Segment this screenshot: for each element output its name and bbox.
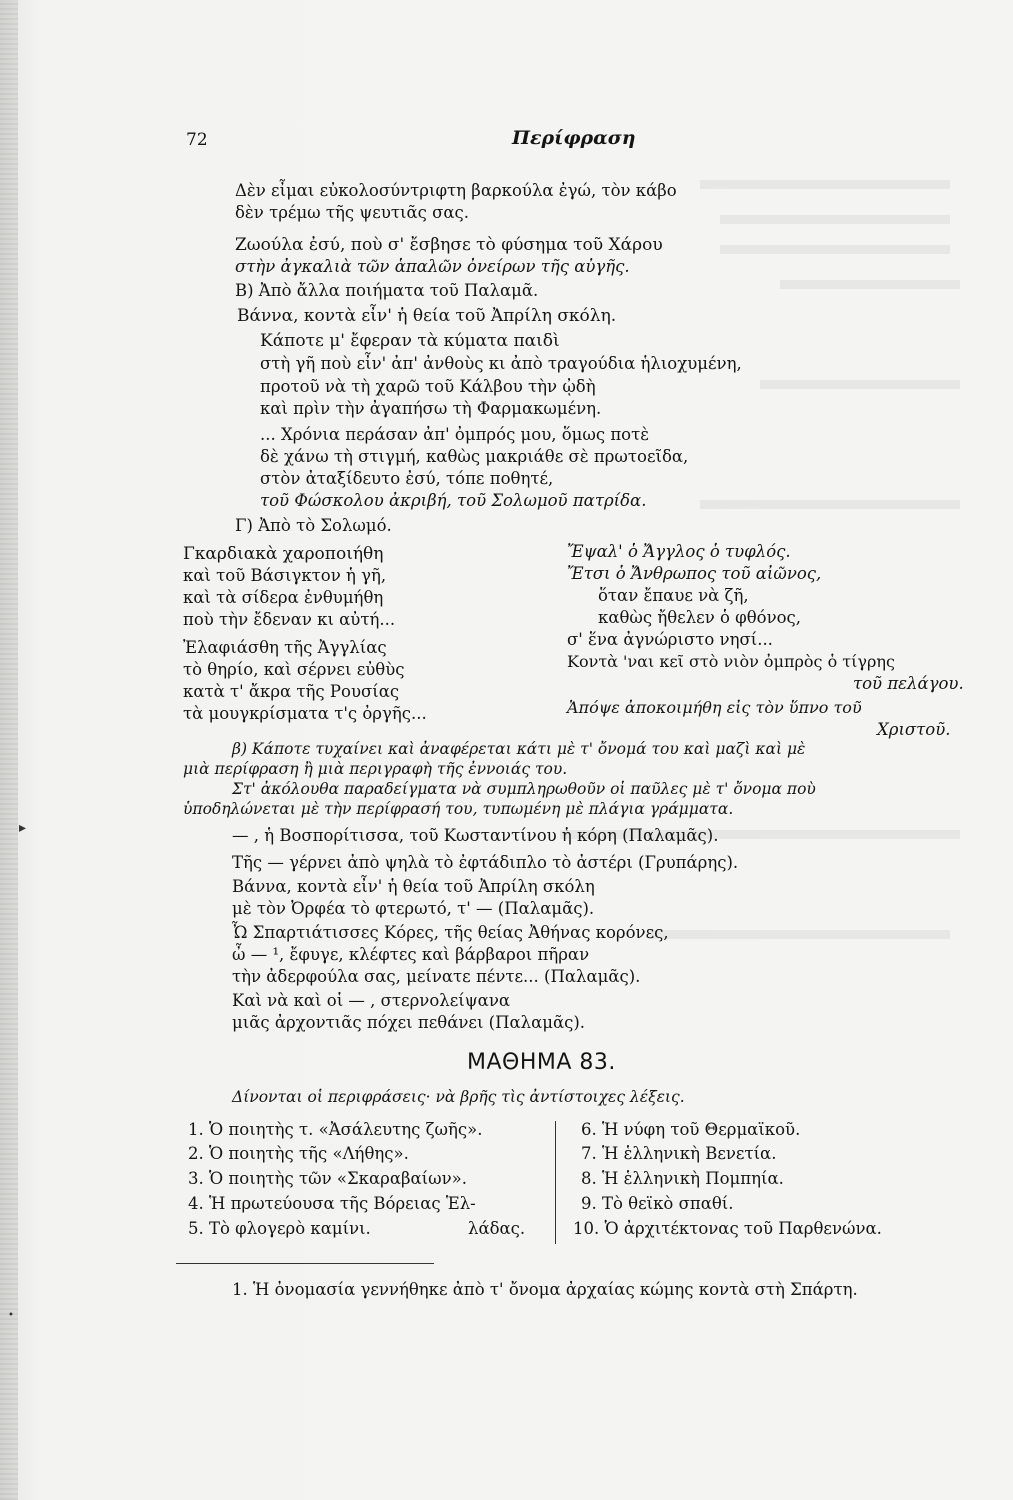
verse-line: Κάποτε μ' ἔφεραν τὰ κύματα παιδὶ bbox=[260, 331, 560, 351]
subsection-heading: Γ) Ἀπὸ τὸ Σολωμό. bbox=[235, 516, 392, 535]
verse-line: δὲ χάνω τὴ στιγμή, καθὼς μακριάθε σὲ πρωτοεῖδα, bbox=[260, 447, 689, 466]
exercise-instruction: β) Κάποτε τυχαίνει καὶ ἀναφέρεται κάτι μὲ τ' ὄνομά του καὶ μαζὶ καὶ μὲ bbox=[232, 740, 806, 758]
verse-line: στὸν ἀταξίδευτο ἐσύ, τόπε ποθητέ, bbox=[260, 469, 554, 488]
left-poem-line: Ἐλαφιάσθη τῆς Ἀγγλίας bbox=[183, 638, 387, 657]
lesson-item: 4. Ἡ πρωτεύουσα τῆς Βόρειας Ἑλ- bbox=[188, 1194, 476, 1213]
lesson-item: 9. Τὸ θεϊκὸ σπαθί. bbox=[581, 1194, 734, 1213]
example-line: τὴν ἀδερφούλα σας, μείνατε πέντε... (Παλαμᾶς). bbox=[232, 967, 641, 986]
margin-speck: • bbox=[8, 1310, 14, 1321]
verse-line: στὴν ἀγκαλιὰ τῶν ἁπαλῶν ὀνείρων τῆς αὐγῆς. bbox=[235, 257, 630, 276]
left-poem-line: καὶ τὰ σίδερα ἐνθυμήθη bbox=[183, 588, 384, 607]
right-poem-line: καθὼς ἤθελεν ὁ φθόνος, bbox=[598, 608, 802, 627]
footnote: 1. Ἡ ὀνομασία γεννήθηκε ἀπὸ τ' ὄνομα ἀρχαίας κώμης κοντὰ στὴ Σπάρτη. bbox=[232, 1280, 858, 1299]
right-poem-line: ὅταν ἔπαυε νὰ ζῆ, bbox=[598, 586, 749, 605]
left-poem-line: κατὰ τ' ἄκρα τῆς Ρουσίας bbox=[183, 682, 400, 701]
right-poem-line: τοῦ πελάγου. bbox=[853, 674, 964, 693]
lesson-item: 1. Ὁ ποιητὴς τ. «Ἀσάλευτης ζωῆς». bbox=[188, 1120, 483, 1139]
example-line: Τῆς — γέρνει ἀπὸ ψηλὰ τὸ ἐφτάδιπλο τὸ ἀστέρι (Γρυπάρης). bbox=[232, 853, 739, 872]
verse-line: Βάννα, κοντὰ εἶν' ἡ θεία τοῦ Ἀπρίλη σκόλη. bbox=[237, 306, 617, 326]
lesson-item: 7. Ἡ ἑλληνικὴ Βενετία. bbox=[581, 1144, 777, 1163]
right-poem-line: Ἀπόψε ἀποκοιμήθη εἰς τὸν ὕπνο τοῦ bbox=[567, 698, 862, 717]
example-line: μιᾶς ἀρχοντιᾶς πόχει πεθάνει (Παλαμᾶς). bbox=[232, 1013, 586, 1032]
lesson-item: 2. Ὁ ποιητὴς τῆς «Λήθης». bbox=[188, 1144, 409, 1163]
exercise-instruction: Στ' ἀκόλουθα παραδείγματα νὰ συμπληρωθοῦν οἱ παῦλες μὲ τ' ὄνομα ποὺ bbox=[232, 780, 816, 798]
right-poem-line: Χριστοῦ. bbox=[877, 720, 951, 739]
exercise-instruction: μιὰ περίφραση ἢ μιὰ περιγραφὴ τῆς ἐννοιάς του. bbox=[183, 760, 568, 778]
left-poem-line: τὸ θηρίο, καὶ σέρνει εὐθὺς bbox=[183, 660, 405, 679]
example-line: ὦ — ¹, ἔφυγε, κλέφτες καὶ βάρβαροι πῆραν bbox=[232, 945, 590, 964]
example-line: Βάννα, κοντὰ εἶν' ἡ θεία τοῦ Ἀπρίλη σκόλη bbox=[232, 877, 595, 896]
lesson-instruction: Δίνονται οἱ περιφράσεις· νὰ βρῆς τὶς ἀντίστοιχες λέξεις. bbox=[232, 1088, 685, 1106]
verse-line: Ζωούλα ἐσύ, ποὺ σ' ἔσβησε τὸ φύσημα τοῦ Χάρου bbox=[235, 235, 663, 255]
footnote-rule bbox=[176, 1263, 434, 1264]
verse-line: δὲν τρέμω τῆς ψευτιᾶς σας. bbox=[235, 203, 469, 222]
lesson-item: 3. Ὁ ποιητὴς τῶν «Σκαραβαίων». bbox=[188, 1169, 467, 1188]
subsection-heading: Β) Ἀπὸ ἄλλα ποιήματα τοῦ Παλαμᾶ. bbox=[235, 281, 539, 300]
lesson-item: 5. Τὸ φλογερὸ καμίνι. bbox=[188, 1219, 371, 1238]
margin-speck: ▸ bbox=[19, 820, 27, 836]
right-poem-line: Ἔψαλ' ὁ Ἄγγλος ὁ τυφλός. bbox=[567, 542, 791, 561]
lesson-item-continuation: λάδας. bbox=[468, 1219, 526, 1238]
lesson-title: ΜΑΘΗΜΑ 83. bbox=[467, 1050, 616, 1075]
example-line: μὲ τὸν Ὀρφέα τὸ φτερωτό, τ' — (Παλαμᾶς). bbox=[232, 899, 595, 918]
verse-line: προτοῦ νὰ τὴ χαρῶ τοῦ Κάλβου τὴν ᾠδὴ bbox=[260, 377, 596, 396]
verse-line: Δὲν εἶμαι εὐκολοσύντριφτη βαρκούλα ἐγώ, τὸν κάβο bbox=[235, 181, 677, 200]
page-number: 72 bbox=[186, 130, 208, 150]
left-poem-line: ποὺ τὴν ἔδεναν κι αὐτή... bbox=[183, 610, 396, 629]
right-poem-line: Κοντὰ 'ναι κεῖ στὸ νιὸν ὀμπρὸς ὁ τίγρης bbox=[567, 652, 895, 671]
right-poem-line: Ἔτσι ὁ Ἄνθρωπος τοῦ αἰῶνος, bbox=[567, 564, 822, 583]
left-poem-line: Γκαρδιακὰ χαροποιήθη bbox=[183, 544, 384, 564]
left-poem-line: καὶ τοῦ Βάσιγκτον ἡ γῆ, bbox=[183, 566, 387, 585]
verse-line: ... Χρόνια περάσαν ἀπ' ὀμπρός μου, ὅμως ποτὲ bbox=[260, 425, 650, 444]
verse-line: στὴ γῆ ποὺ εἶν' ἀπ' ἀνθοὺς κι ἀπὸ τραγούδια ἡλιοχυμένη, bbox=[260, 354, 742, 373]
left-poem-line: τὰ μουγκρίσματα τ'ς ὀργῆς... bbox=[183, 704, 427, 723]
verse-line: τοῦ Φώσκολου ἀκριβή, τοῦ Σολωμοῦ πατρίδα. bbox=[260, 491, 647, 510]
page-edge-shadow bbox=[0, 0, 18, 1500]
right-poem-line: σ' ἕνα ἀγνώριστο νησί... bbox=[567, 630, 773, 649]
lesson-item: 6. Ἡ νύφη τοῦ Θερμαϊκοῦ. bbox=[581, 1120, 801, 1139]
example-line: Καὶ νὰ καὶ οἱ — , στερνολείψανα bbox=[232, 991, 510, 1010]
lesson-item: 10. Ὁ ἀρχιτέκτονας τοῦ Παρθενώνα. bbox=[573, 1219, 882, 1238]
verse-line: καὶ πρὶν τὴν ἀγαπήσω τὴ Φαρμακωμένη. bbox=[260, 399, 602, 418]
lesson-item: 8. Ἡ ἑλληνικὴ Πομπηία. bbox=[581, 1169, 784, 1188]
example-line: Ὦ Σπαρτιάτισσες Κόρες, τῆς θείας Ἀθήνας κορόνες, bbox=[232, 923, 669, 942]
exercise-instruction: ὑποδηλώνεται μὲ τὴν περίφρασή του, τυπωμένη μὲ πλάγια γράμματα. bbox=[183, 800, 734, 818]
column-divider bbox=[555, 1121, 556, 1244]
running-head: Περίφραση bbox=[512, 127, 636, 149]
example-line: — , ἡ Βοσπορίτισσα, τοῦ Κωσταντίνου ἡ κόρη (Παλαμᾶς). bbox=[232, 826, 719, 845]
